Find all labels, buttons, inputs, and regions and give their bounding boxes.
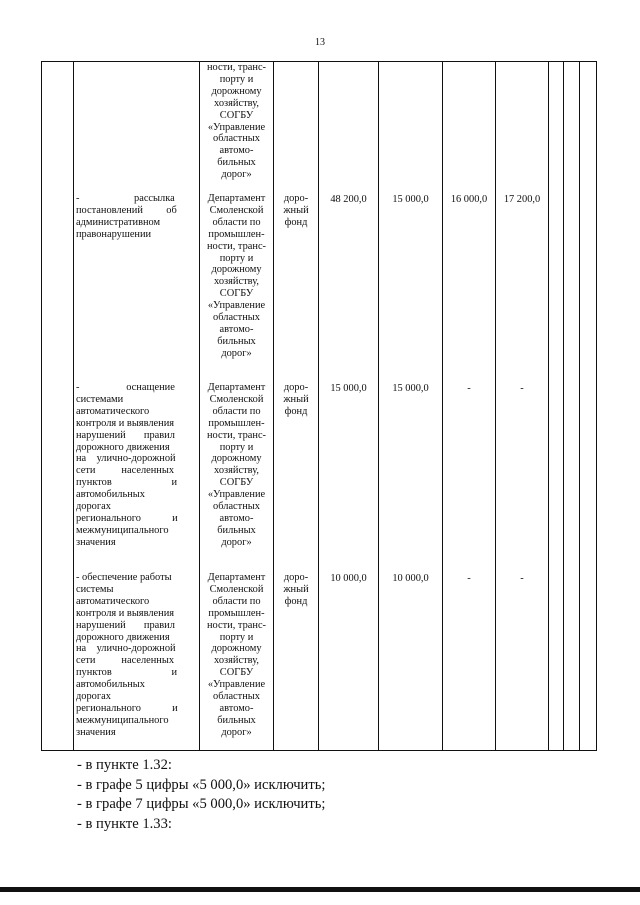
table-cell-year2: -: [443, 382, 496, 572]
table-cell-year1: 10 000,0: [379, 572, 443, 751]
table-cell-year3: -: [496, 572, 549, 751]
table-cell-extra3: [580, 62, 597, 194]
table-cell-index: [42, 572, 74, 751]
responsible-text: Департамент Смоленской области по промышлен- ности, транс- порту и дорожному хозяйству, СОГБУ «Управление областных автомо- бильных дорог»: [206, 572, 267, 738]
responsible-text: ности, транс- порту и дорожному хозяйству, СОГБУ «Управление областных автомо- бильных дорог»: [206, 62, 267, 181]
source-text: доро- жный фонд: [283, 382, 309, 417]
table-cell-year1: 15 000,0: [379, 382, 443, 572]
amendment-line: - в пункте 1.32:: [77, 757, 172, 773]
source-text: доро- жный фонд: [283, 193, 309, 228]
table-cell-responsible: [200, 382, 274, 572]
description-first-line: - оснащение: [76, 382, 175, 393]
table-cell-total: 48 200,0: [319, 193, 379, 382]
table-cell-year3: -: [496, 382, 549, 572]
table-cell-extra1: [549, 382, 564, 572]
table-row: [42, 382, 597, 572]
table-cell-extra1: [549, 572, 564, 751]
responsible-text: Департамент Смоленской области по промышлен- ности, транс- порту и дорожному хозяйству, СОГБУ «Управление областных автомо- бильных дорог»: [206, 382, 267, 548]
table-cell-source: [274, 193, 319, 382]
table-cell-index: [42, 193, 74, 382]
table-cell-extra3: [580, 572, 597, 751]
table-cell-year2: [443, 62, 496, 194]
table-cell-description: [74, 62, 200, 194]
table-cell-source: [274, 572, 319, 751]
table-cell-year2: 16 000,0: [443, 193, 496, 382]
table-cell-source: [274, 382, 319, 572]
budget-table: [41, 61, 597, 751]
table-row: [42, 193, 597, 382]
table-cell-year1: 15 000,0: [379, 193, 443, 382]
table-cell-description: [74, 382, 200, 572]
description-text: системами автоматического контроля и выявления нарушений правил дорожного движения на улично-дорожной сети населенных пунктов и автомобильных дорогах регионального и межмуниципального значения: [76, 393, 178, 548]
table-cell-extra3: [580, 382, 597, 572]
table-cell-source: [274, 62, 319, 194]
source-text: доро- жный фонд: [283, 572, 309, 607]
table-row: [42, 572, 597, 751]
table-cell-total: 15 000,0: [319, 382, 379, 572]
table-cell-year3: 17 200,0: [496, 193, 549, 382]
responsible-text: Департамент Смоленской области по промышлен- ности, транс- порту и дорожному хозяйству, СОГБУ «Управление областных автомо- бильных дорог»: [206, 193, 267, 359]
amendment-line: - в пункте 1.33:: [77, 815, 172, 832]
description-first-line: - рассылка: [76, 193, 175, 204]
description-text: постановлений об административном правонарушении: [76, 204, 177, 240]
table-cell-extra2: [564, 572, 580, 751]
table-cell-extra2: [564, 382, 580, 572]
table-cell-year3: [496, 62, 549, 194]
bottom-scan-edge: [0, 887, 640, 892]
table-cell-extra3: [580, 193, 597, 382]
table-cell-year2: -: [443, 572, 496, 751]
table-cell-responsible: [200, 62, 274, 194]
table-cell-description: [74, 572, 200, 751]
table-cell-extra1: [549, 193, 564, 382]
table-cell-description: [74, 193, 200, 382]
table-cell-extra2: [564, 62, 580, 194]
table-cell-responsible: [200, 572, 274, 751]
table-cell-index: [42, 62, 74, 194]
table-cell-total: [319, 62, 379, 194]
amendment-line: - в графе 7 цифры «5 000,0» исключить;: [77, 796, 326, 812]
table-cell-extra1: [549, 62, 564, 194]
page-number: 13: [315, 37, 325, 48]
table-cell-responsible: [200, 193, 274, 382]
table-row: [42, 62, 597, 194]
table-cell-index: [42, 382, 74, 572]
table-cell-year1: [379, 62, 443, 194]
amendment-list: [77, 756, 325, 834]
table-cell-total: 10 000,0: [319, 572, 379, 751]
table-cell-extra2: [564, 193, 580, 382]
description-text: системы автоматического контроля и выявления нарушений правил дорожного движения на улично-дорожной сети населенных пунктов и автомобильных дорогах регионального и межмуниципального значения: [76, 583, 178, 738]
amendment-line: - в графе 5 цифры «5 000,0» исключить;: [77, 776, 326, 793]
description-first-line: - обеспечение работы: [76, 572, 172, 583]
